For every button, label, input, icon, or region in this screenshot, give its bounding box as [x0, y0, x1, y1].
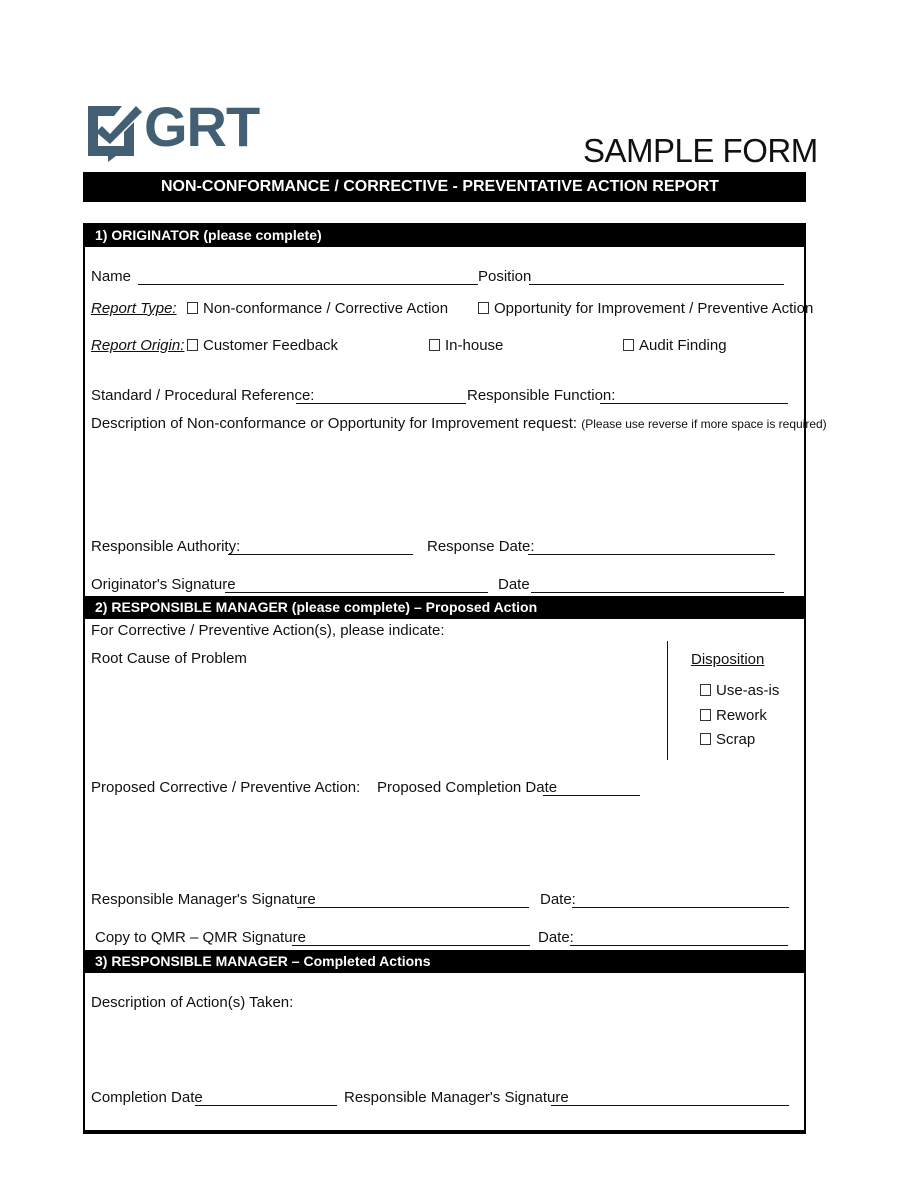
- name-label: Name: [91, 268, 132, 285]
- checkbox[interactable]: [478, 302, 489, 314]
- description-note: (Please use reverse if more space is required): [581, 417, 827, 431]
- position-label: Position: [478, 268, 532, 285]
- response-date-field[interactable]: [528, 554, 775, 555]
- grt-logo: [86, 95, 261, 166]
- disposition-divider: [667, 641, 668, 760]
- qmr-date-field[interactable]: [570, 945, 788, 946]
- section4-cut-off-edge: [83, 1130, 806, 1134]
- actions-taken-label: Description of Action(s) Taken:: [91, 994, 294, 1011]
- position-field[interactable]: [529, 284, 784, 285]
- form-title: SAMPLE FORM: [583, 132, 818, 169]
- responsible-function-label: Responsible Function:: [467, 387, 616, 404]
- manager-signature-label: Responsible Manager's Signature: [91, 891, 316, 908]
- report-type-option-nonconformance[interactable]: Non-conformance / Corrective Action: [187, 300, 448, 317]
- completion-date-field[interactable]: [195, 1105, 337, 1106]
- checkbox[interactable]: [623, 339, 634, 351]
- section2-header: 2) RESPONSIBLE MANAGER (please complete) – Proposed Action: [83, 596, 806, 619]
- report-type-option-improvement[interactable]: Opportunity for Improvement / Preventive Action: [478, 300, 813, 317]
- originator-date-field[interactable]: [531, 592, 784, 593]
- disposition-option-rework[interactable]: Rework: [700, 707, 767, 724]
- responsible-authority-label: Responsible Authority:: [91, 538, 241, 555]
- checkbox[interactable]: [187, 302, 198, 314]
- originator-date-label: Date: [498, 576, 530, 593]
- response-date-label: Response Date:: [427, 538, 535, 555]
- disposition-option-scrap[interactable]: Scrap: [700, 731, 755, 748]
- report-origin-option-customer[interactable]: Customer Feedback: [187, 337, 338, 354]
- description-area[interactable]: [91, 438, 791, 528]
- description-label: Description of Non-conformance or Opportunity for Improvement request: (Please use reverse if more space is required): [91, 415, 827, 432]
- manager-date-field[interactable]: [572, 907, 789, 908]
- proposed-completion-field[interactable]: [543, 795, 640, 796]
- section3-header: 3) RESPONSIBLE MANAGER – Completed Actions: [83, 950, 806, 973]
- copy-qmr-label: Copy to QMR – QMR Signature: [95, 929, 306, 946]
- report-type-label: Report Type:: [91, 300, 177, 317]
- standard-ref-label: Standard / Procedural Reference:: [91, 387, 315, 404]
- proposed-completion-label: Proposed Completion Date: [377, 779, 558, 796]
- disposition-option-use-as-is[interactable]: Use-as-is: [700, 682, 779, 699]
- responsible-authority-field[interactable]: [228, 554, 413, 555]
- proposed-action-area[interactable]: [91, 802, 791, 882]
- checkbox[interactable]: [700, 709, 711, 721]
- qmr-date-label: Date:: [538, 929, 574, 946]
- responsible-function-field[interactable]: [600, 403, 788, 404]
- qmr-signature-field[interactable]: [292, 945, 530, 946]
- report-origin-option-audit[interactable]: Audit Finding: [623, 337, 727, 354]
- disposition-label: Disposition: [691, 651, 765, 668]
- checkbox[interactable]: [429, 339, 440, 351]
- check-mark-logo-icon: [86, 102, 142, 162]
- checkbox[interactable]: [700, 733, 711, 745]
- originator-signature-field[interactable]: [225, 592, 488, 593]
- root-cause-label: Root Cause of Problem: [91, 650, 247, 667]
- completion-date-label: Completion Date: [91, 1089, 203, 1106]
- originator-signature-label: Originator's Signature: [91, 576, 236, 593]
- checkbox[interactable]: [700, 684, 711, 696]
- report-origin-option-inhouse[interactable]: In-house: [429, 337, 503, 354]
- manager-signature-field[interactable]: [297, 907, 529, 908]
- proposed-action-label: Proposed Corrective / Preventive Action:: [91, 779, 361, 796]
- manager-date-label: Date:: [540, 891, 576, 908]
- actions-taken-area[interactable]: [91, 1016, 791, 1086]
- root-cause-area[interactable]: [91, 672, 661, 762]
- logo-text: GRT: [144, 95, 260, 158]
- checkbox[interactable]: [187, 339, 198, 351]
- section1-header: 1) ORIGINATOR (please complete): [83, 223, 806, 247]
- standard-ref-field[interactable]: [296, 403, 466, 404]
- report-origin-label: Report Origin:: [91, 337, 185, 354]
- completed-manager-signature-field[interactable]: [551, 1105, 789, 1106]
- report-title-bar: NON-CONFORMANCE / CORRECTIVE - PREVENTATIVE ACTION REPORT: [83, 172, 806, 202]
- name-field[interactable]: [138, 284, 478, 285]
- completed-manager-signature-label: Responsible Manager's Signature: [344, 1089, 569, 1106]
- indicate-label: For Corrective / Preventive Action(s), please indicate:: [91, 622, 445, 639]
